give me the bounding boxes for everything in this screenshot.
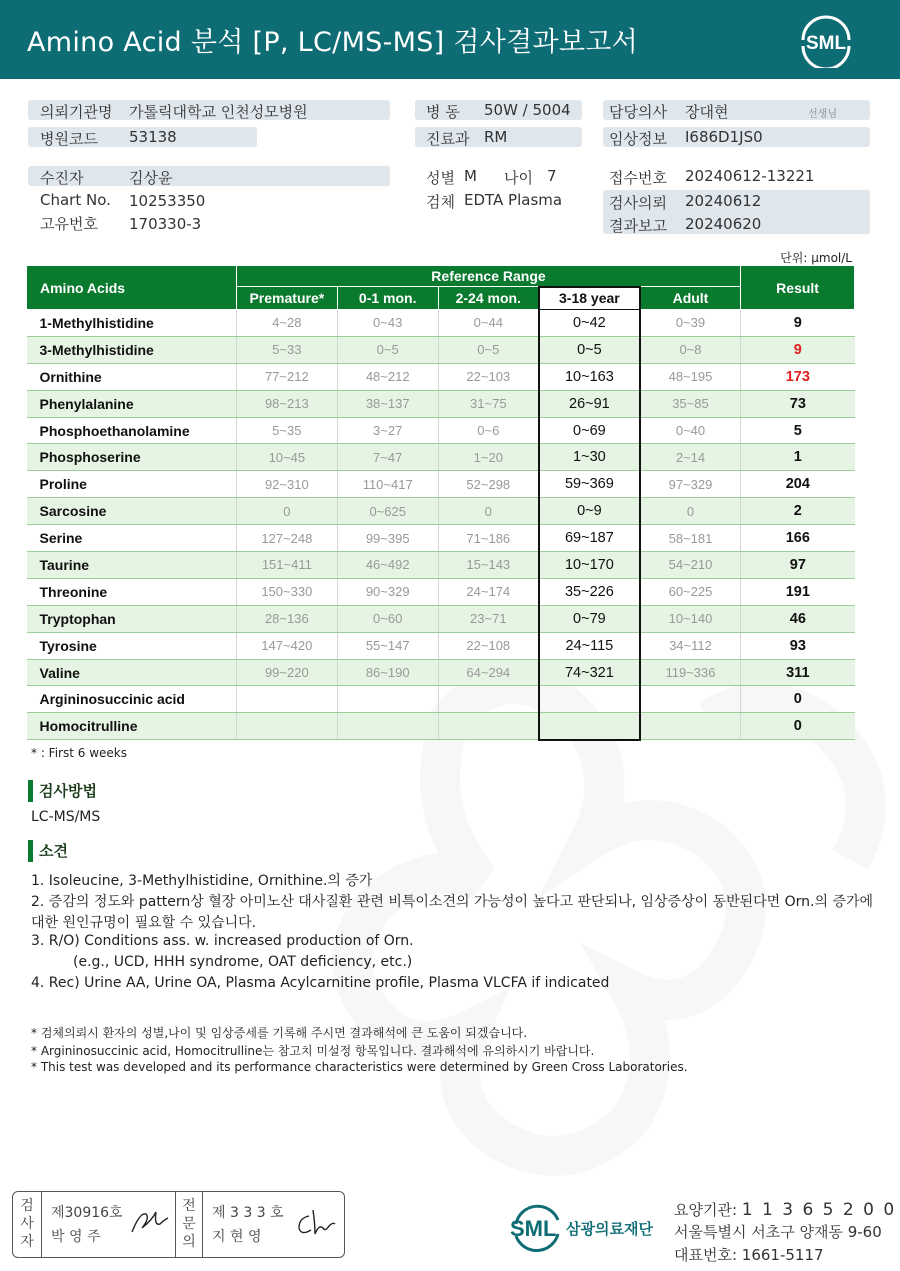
ref-range-selected: 0~69 [539,417,640,444]
result-value: 9 [741,310,855,337]
amino-acid-table [26,265,855,741]
ref-range: 0~5 [337,336,438,363]
amino-acid-name: Tryptophan [27,605,237,632]
sml-logo-icon [797,12,855,68]
amino-acid-name: Phosphoethanolamine [27,417,237,444]
finding-line: 4. Rec) Urine AA, Urine OA, Plasma Acylcarnitine profile, Plasma VLCFA if indicated [31,975,610,991]
sig-divider [202,1192,203,1257]
specimen-label: 검체 [426,193,455,211]
finding-line: 1. Isoleucine, 3-Methylhistidine, Ornithine.의 증가 [31,873,373,889]
ref-range: 99~395 [337,525,438,552]
ref-range: 35~85 [640,390,741,417]
age-value: 7 [547,167,557,185]
ref-range: 0~625 [337,498,438,525]
header-ref-col: 0-1 mon. [337,287,438,310]
table-row [27,444,855,471]
clinical-value: I686D1JS0 [685,128,763,146]
ref-range: 0~43 [337,310,438,337]
table-row [27,471,855,498]
table-row [27,605,855,632]
sex-value: M [464,167,477,185]
org-logo-text: SML [510,1216,557,1241]
ref-range-selected: 0~5 [539,336,640,363]
ref-range: 150~330 [236,578,337,605]
doctor-suffix: 선생님 [808,109,837,120]
patient-value: 김상윤 [129,169,173,187]
amino-acid-name: 1-Methylhistidine [27,310,237,337]
ref-range: 28~136 [236,605,337,632]
result-value: 97 [741,552,855,579]
sex-label: 성별 [426,169,455,187]
ref-range [438,686,539,713]
ref-range [337,686,438,713]
dept-label: 진료과 [426,130,470,148]
patient-label: 수진자 [40,169,84,187]
result-value: 9 [741,336,855,363]
table-row [27,390,855,417]
ref-range-selected [539,686,640,713]
table-row [27,659,855,686]
ref-range [236,713,337,740]
unique-value: 170330-3 [129,215,202,233]
amino-acid-name: Sarcosine [27,498,237,525]
result-value: 46 [741,605,855,632]
org-phone-value: 1661-5117 [741,1246,824,1264]
ref-range: 0~40 [640,417,741,444]
ref-range: 46~492 [337,552,438,579]
ref-range: 92~310 [236,471,337,498]
ref-range-selected: 26~91 [539,390,640,417]
report-title: Amino Acid 분석 [P, LC/MS-MS] 검사결과보고서 [27,27,639,58]
amino-acid-name: Ornithine [27,363,237,390]
report-value: 20240620 [685,215,762,233]
ref-range: 147~420 [236,632,337,659]
ref-range: 55~147 [337,632,438,659]
ref-range-selected: 10~163 [539,363,640,390]
result-value: 1 [741,444,855,471]
ref-range: 0 [236,498,337,525]
amino-acid-name: Homocitrulline [27,713,237,740]
amino-acid-name: Valine [27,659,237,686]
ref-range: 64~294 [438,659,539,686]
ref-range: 34~112 [640,632,741,659]
ref-range: 58~181 [640,525,741,552]
result-value: 0 [741,713,855,740]
ref-range: 0 [640,498,741,525]
table-row [27,336,855,363]
ref-range-selected: 0~9 [539,498,640,525]
note-line: * 검체의뢰시 환자의 성별,나이 및 임상증세를 기록해 주시면 결과해석에 큰 도움이 되겠습니다. [31,1026,528,1040]
ref-range-selected: 35~226 [539,578,640,605]
finding-line: 2. 증감의 정도와 pattern상 혈장 아미노산 대사질환 관련 비특이소견의 가능성이 높다고 판단되나, 임상증상이 동반된다면 Orn.의 증가에 [31,894,874,910]
chart-value: 10253350 [129,192,206,210]
ref-range: 0~60 [337,605,438,632]
ref-range: 2~14 [640,444,741,471]
amino-acid-name: Proline [27,471,237,498]
ward-label: 병 동 [426,103,460,121]
ref-range-selected: 24~115 [539,632,640,659]
unit-label: 단위: μmol/L [780,251,852,265]
receipt-value: 20240612-13221 [685,167,815,185]
ref-range: 52~298 [438,471,539,498]
ref-range-selected [539,713,640,740]
hospital-code-value: 53138 [129,128,177,146]
unique-label: 고유번호 [40,215,98,233]
ref-range: 99~220 [236,659,337,686]
table-row [27,713,855,740]
amino-acid-name: Taurine [27,552,237,579]
sig-divider [41,1192,42,1257]
org-code-line [674,1199,896,1220]
header-amino-acids: Amino Acids [27,266,237,310]
ref-range: 54~210 [640,552,741,579]
ref-range: 10~45 [236,444,337,471]
ref-range-selected: 0~79 [539,605,640,632]
ref-range-selected: 10~170 [539,552,640,579]
ward-value: 50W / 5004 [484,101,571,119]
result-value: 73 [741,390,855,417]
note-line: * This test was developed and its performance characteristics were determined by Green Cross Laboratories. [31,1060,688,1074]
specialist-name: 지 현 영 [212,1229,262,1245]
sml-logo-text: SML [805,33,847,54]
result-value: 173 [741,363,855,390]
header-ref-col: 2-24 mon. [438,287,539,310]
findings-heading: 소견 [28,840,68,862]
header-ref-col: Adult [640,287,741,310]
ref-range-selected: 0~42 [539,310,640,337]
ref-range: 5~35 [236,417,337,444]
sig-divider [175,1192,176,1257]
result-value: 166 [741,525,855,552]
examiner-label: 검사자 [20,1198,34,1250]
ref-range: 0~8 [640,336,741,363]
table-row [27,578,855,605]
org-code-value: 1 1 3 6 5 2 0 0 [741,1200,897,1220]
ref-range: 0~39 [640,310,741,337]
result-value: 204 [741,471,855,498]
ref-range: 4~28 [236,310,337,337]
ref-range: 110~417 [337,471,438,498]
clinical-label: 임상정보 [609,130,667,148]
ref-range [640,713,741,740]
org-phone-line [674,1244,824,1265]
ref-range: 1~20 [438,444,539,471]
ref-range: 23~71 [438,605,539,632]
ref-range: 22~108 [438,632,539,659]
examiner-signature [128,1206,173,1240]
ref-range: 119~336 [640,659,741,686]
ref-range: 0~5 [438,336,539,363]
doctor-value: 장대현 [685,103,729,121]
ref-range-selected: 69~187 [539,525,640,552]
table-row [27,632,855,659]
ref-range: 15~143 [438,552,539,579]
org-code-label: 요양기관: [674,1201,742,1219]
ref-range: 38~137 [337,390,438,417]
amino-acid-name: Tyrosine [27,632,237,659]
table-row [27,363,855,390]
specialist-signature [293,1206,338,1240]
amino-acid-name: Phosphoserine [27,444,237,471]
age-label: 나이 [504,169,533,187]
ref-range-selected: 1~30 [539,444,640,471]
result-value: 2 [741,498,855,525]
ref-range: 0~44 [438,310,539,337]
finding-line: 대한 원인규명이 필요할 수 있습니다. [31,915,257,931]
table-row [27,552,855,579]
ref-range [337,713,438,740]
specimen-value: EDTA Plasma [464,191,563,209]
specialist-label: 전문의 [182,1198,196,1250]
header-ref-col-selected: 3-18 year [539,287,640,310]
amino-acid-name: Argininosuccinic acid [27,686,237,713]
method-heading: 검사방법 [28,780,97,802]
examiner-name: 박 영 주 [51,1229,101,1245]
result-value: 311 [741,659,855,686]
ref-range: 86~190 [337,659,438,686]
amino-acid-name: Threonine [27,578,237,605]
report-label: 결과보고 [609,217,667,235]
ref-range: 71~186 [438,525,539,552]
specialist-no: 제 3 3 3 호 [212,1205,284,1221]
org-phone-label: 대표번호: [674,1246,742,1264]
ref-range-selected: 74~321 [539,659,640,686]
ref-range [438,713,539,740]
table-row [27,417,855,444]
hospital-value: 가톨릭대학교 인천성모병원 [129,103,308,121]
ref-range: 97~329 [640,471,741,498]
amino-acid-name: Serine [27,525,237,552]
ref-range: 98~213 [236,390,337,417]
watermark-logo-icon [330,660,900,1220]
finding-line: (e.g., UCD, HHH syndrome, OAT deficiency, etc.) [73,954,413,970]
ref-range: 77~212 [236,363,337,390]
header-result: Result [741,266,855,310]
ref-range: 22~103 [438,363,539,390]
sml-org-logo-icon [510,1202,660,1254]
ref-range-selected: 59~369 [539,471,640,498]
result-value: 5 [741,417,855,444]
amino-acid-name: 3-Methylhistidine [27,336,237,363]
method-value: LC-MS/MS [31,809,101,825]
table-row [27,498,855,525]
ref-range [236,686,337,713]
result-value: 0 [741,686,855,713]
org-address: 서울특별시 서초구 양재동 9-60 [674,1223,882,1241]
table-row [27,310,855,337]
examiner-no: 제30916호 [51,1205,123,1221]
ref-range: 0 [438,498,539,525]
ref-range: 3~27 [337,417,438,444]
table-row [27,686,855,713]
report-header [0,0,900,79]
ref-range [640,686,741,713]
finding-line: 3. R/O) Conditions ass. w. increased production of Orn. [31,933,414,949]
amino-acid-name: Phenylalanine [27,390,237,417]
doctor-label: 담당의사 [609,103,667,121]
ref-range: 48~195 [640,363,741,390]
table-row [27,525,855,552]
receipt-label: 접수번호 [609,169,667,187]
ref-range: 10~140 [640,605,741,632]
header-reference-range: Reference Range [236,266,740,287]
header-ref-col: Premature* [236,287,337,310]
chart-label: Chart No. [40,191,111,209]
ref-range: 127~248 [236,525,337,552]
dept-value: RM [484,128,508,146]
request-value: 20240612 [685,192,762,210]
signature-box [12,1191,345,1258]
ref-range: 7~47 [337,444,438,471]
ref-range: 48~212 [337,363,438,390]
ref-range: 31~75 [438,390,539,417]
hospital-code-label: 병원코드 [40,130,98,148]
hospital-label: 의뢰기관명 [40,103,113,121]
result-value: 93 [741,632,855,659]
note-line: * Argininosuccinic acid, Homocitrulline는 참고치 미설정 항목입니다. 결과해석에 유의하시기 바랍니다. [31,1044,595,1058]
ref-range: 90~329 [337,578,438,605]
ref-range: 60~225 [640,578,741,605]
ref-range: 5~33 [236,336,337,363]
ref-range: 0~6 [438,417,539,444]
table-footnote: * : First 6 weeks [31,746,127,760]
result-value: 191 [741,578,855,605]
ref-range: 24~174 [438,578,539,605]
org-name: 삼광의료재단 [566,1220,653,1238]
ref-range: 151~411 [236,552,337,579]
request-label: 검사의뢰 [609,194,667,212]
